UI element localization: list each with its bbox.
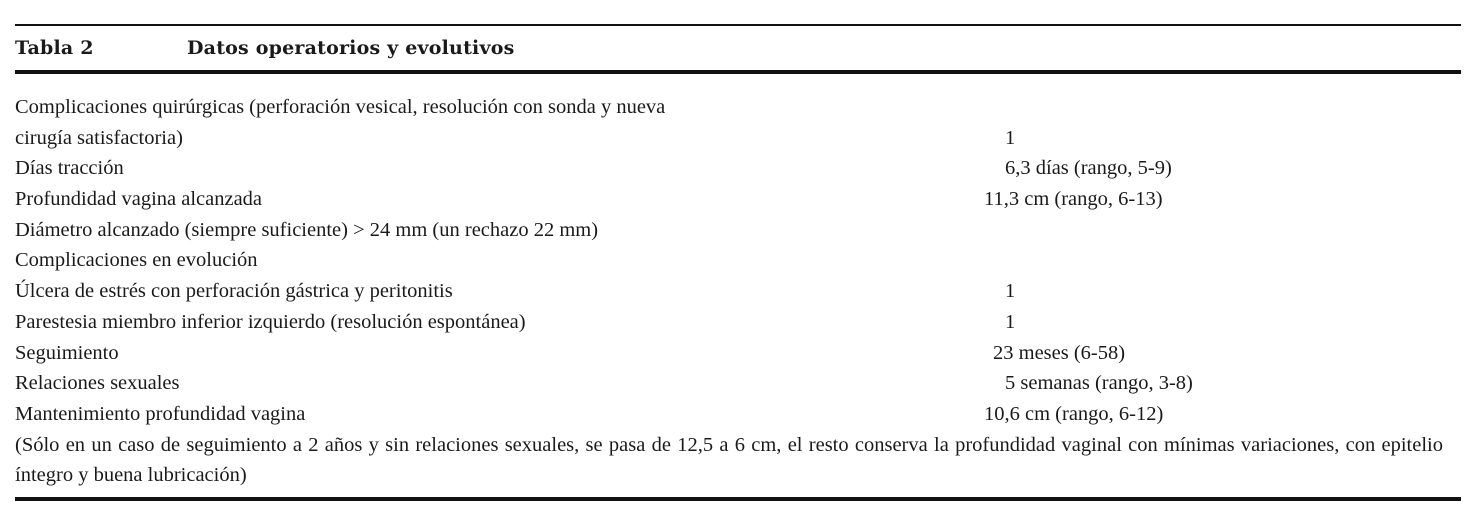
row-value: 1 [1005, 310, 1016, 333]
row-label: Relaciones sexuales [15, 372, 180, 395]
row-label: Días tracción [15, 157, 124, 180]
table-row [15, 123, 1461, 154]
row-label: Seguimiento [15, 341, 119, 364]
table-header [15, 26, 1461, 70]
row-label: Úlcera de estrés con perforación gástrica y peritonitis [15, 280, 453, 303]
row-value: 5 semanas (rango, 3-8) [1005, 372, 1193, 395]
table-number: Tabla 2 [15, 37, 94, 59]
row-label: Complicaciones quirúrgicas (perforación vesical, resolución con sonda y nueva [15, 96, 666, 118]
row-label: Parestesia miembro inferior izquierdo (resolución espontánea) [15, 310, 526, 333]
row-value: 6,3 días (rango, 5-9) [1005, 157, 1172, 180]
table-row [15, 368, 1461, 399]
row-value: 1 [1005, 280, 1016, 303]
bottom-rule [15, 497, 1461, 501]
table-row [15, 338, 1461, 369]
row-value: 23 meses (6-58) [993, 341, 1126, 364]
table-body [15, 74, 1461, 491]
row-label: Mantenimiento profundidad vagina [15, 402, 306, 425]
table-row [15, 276, 1461, 307]
row-label: Diámetro alcanzado (siempre suficiente) > 24 mm (un rechazo 22 mm) [15, 218, 599, 241]
row-value: 11,3 cm (rango, 6-13) [984, 188, 1163, 211]
row-value: 10,6 cm (rango, 6-12) [984, 402, 1164, 425]
data-table [15, 24, 1461, 501]
table-row [15, 184, 1461, 215]
table-row [15, 399, 1461, 430]
row-value: 1 [1005, 126, 1016, 149]
table-footnote: (Sólo en un caso de seguimiento a 2 años y sin relaciones sexuales, se pasa de 12,5 a 6 cm, el resto conserva la profundidad vaginal con mínimas variaciones, con epitelio íntegro y buena lubricación) [15, 433, 1443, 487]
table-title: Datos operatorios y evolutivos [187, 37, 515, 59]
row-label: Profundidad vagina alcanzada [15, 188, 263, 211]
row-label: Complicaciones en evolución [15, 249, 258, 272]
table-row [15, 215, 1461, 246]
row-label: cirugía satisfactoria) [15, 126, 183, 149]
table-row [15, 245, 1461, 276]
table-row [15, 153, 1461, 184]
table-row [15, 92, 1461, 123]
table-row [15, 307, 1461, 338]
